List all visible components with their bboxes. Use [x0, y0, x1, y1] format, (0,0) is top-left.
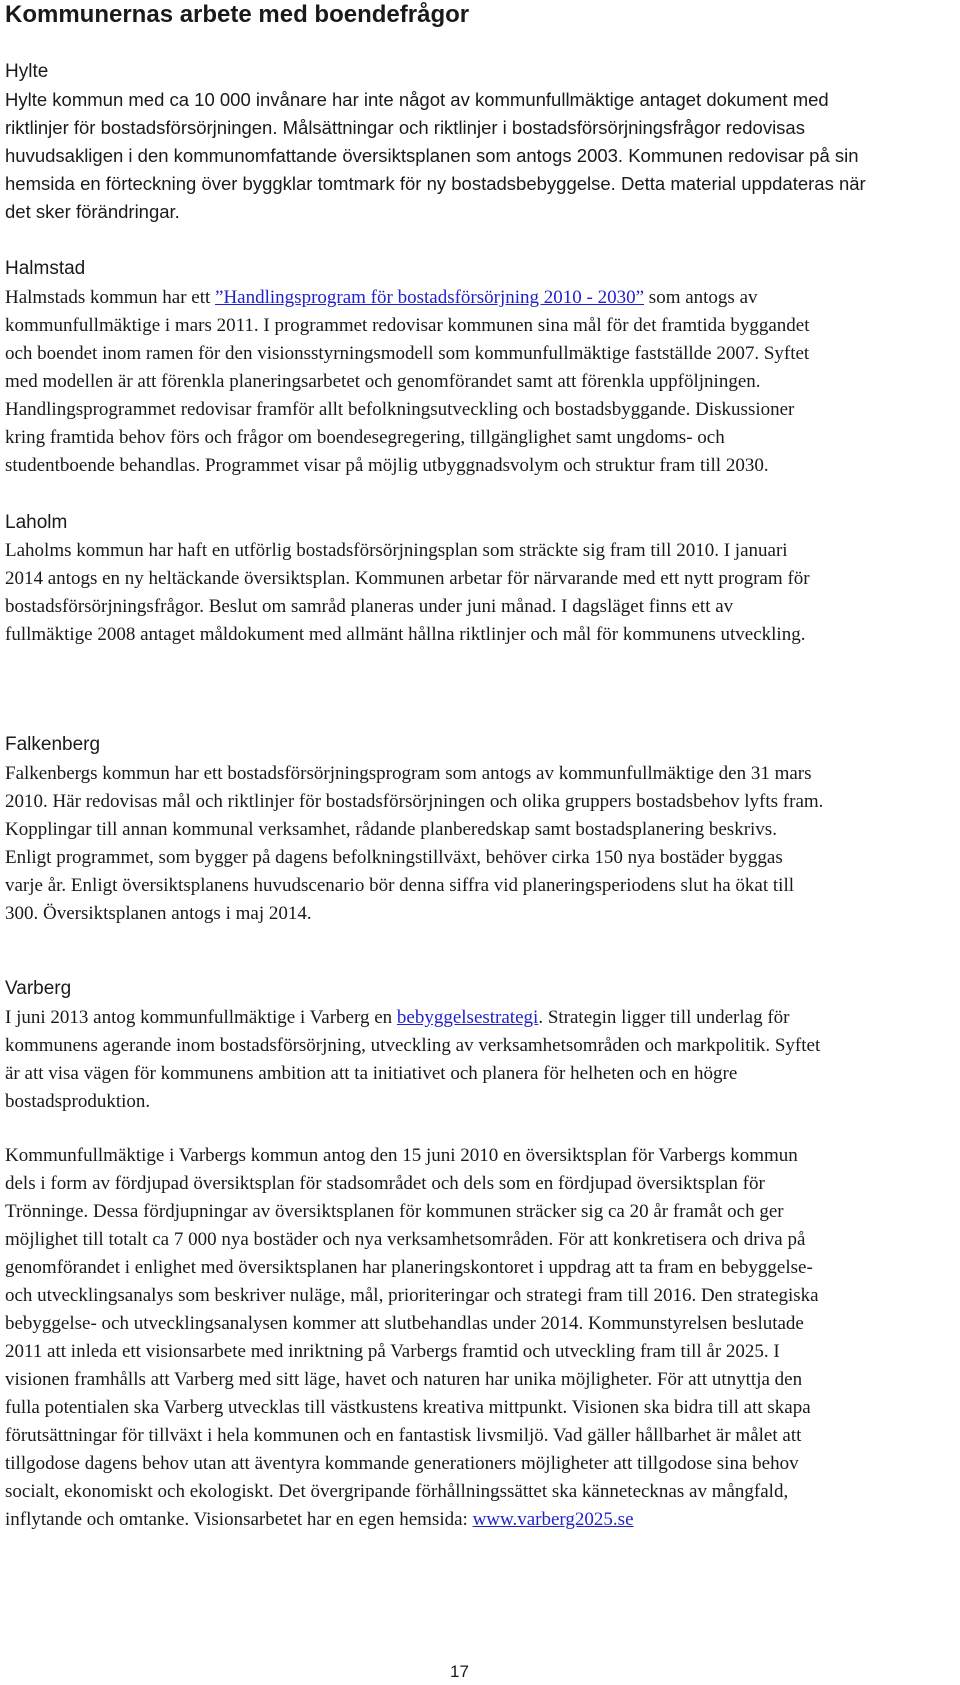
text-line: med modellen är att förenkla planeringsarbetet och genomförandet samt att förenkla uppföljningen. — [5, 371, 761, 392]
text-line: hemsida en förteckning över byggklar tomtmark för ny bostadsbebyggelse. Detta material uppdateras när — [5, 173, 866, 194]
heading-varberg: Varberg — [5, 978, 72, 999]
text-fragment: inflytande och omtanke. Visionsarbetet har en egen hemsida: — [5, 1509, 473, 1530]
text-line: och utvecklingsanalys som beskriver nuläge, mål, prioriteringar och strategi fram till 2016. Den strategiska — [5, 1285, 819, 1306]
heading-laholm: Laholm — [5, 512, 68, 533]
text-line: förutsättningar för tillväxt i hela kommunen och en fantastisk livsmiljö. Vad gäller hållbarhet är målet att — [5, 1425, 802, 1446]
text-line: Kommunfullmäktige i Varbergs kommun antog den 15 juni 2010 en översiktsplan för Varbergs kommun — [5, 1145, 798, 1166]
handlingsprogram-link[interactable]: ”Handlingsprogram för bostadsförsörjning 2010 - 2030” — [215, 287, 645, 308]
heading-falkenberg: Falkenberg — [5, 734, 101, 755]
text-line: 2010. Här redovisas mål och riktlinjer för bostadsförsörjningen och olika gruppers bostadsbehov lyfts fram. — [5, 791, 824, 812]
text-line — [5, 1004, 955, 1032]
text-line: Falkenbergs kommun har ett bostadsförsörjningsprogram som antogs av kommunfullmäktige den 31 mars — [5, 763, 812, 784]
text-line: genomförandet i enlighet med översiktsplanen har planeringskontoret i uppdrag att ta fram en bebyggelse- — [5, 1257, 813, 1278]
text-line: kommunfullmäktige i mars 2011. I programmet redovisar kommunen sina mål för det framtida byggandet — [5, 315, 810, 336]
paragraph-laholm — [5, 537, 955, 649]
text-line: tillgodose dagens behov utan att äventyra kommande generationers möjligheter att tillgodose sina behov — [5, 1453, 799, 1474]
text-line: och boendet inom ramen för den visionsstyrningsmodell som kommunfullmäktige fastställde 2007. Syftet — [5, 343, 810, 364]
heading-halmstad: Halmstad — [5, 258, 86, 279]
text-line: fulla potentialen ska Varberg utvecklas till västkustens kreativa mittpunkt. Visionen ska bidra till att skapa — [5, 1397, 811, 1418]
text-line — [5, 284, 955, 312]
text-line: Hylte kommun med ca 10 000 invånare har inte något av kommunfullmäktige antaget dokument med — [5, 89, 829, 110]
text-line: är att visa vägen för kommunens ambition att ta initiativet och planera för helheten och en högre — [5, 1063, 738, 1084]
text-line — [5, 1506, 955, 1534]
text-line: det sker förändringar. — [5, 201, 180, 222]
text-line: dels i form av fördjupad översiktsplan för stadsområdet och dels som en fördjupad översiktsplan för — [5, 1173, 765, 1194]
heading-hylte: Hylte — [5, 61, 49, 82]
text-line: möjlighet till totalt ca 7 000 nya bostäder och nya verksamhetsområden. För att konkretisera och driva på — [5, 1229, 806, 1250]
text-fragment: Halmstads kommun har ett — [5, 287, 216, 308]
paragraph-hylte — [5, 86, 955, 226]
text-line: riktlinjer för bostadsförsörjningen. Målsättningar och riktlinjer i bostadsförsörjningsfrågor redovisas — [5, 117, 805, 138]
text-line: kring framtida behov förs och frågor om boendesegregering, tillgänglighet samt ungdoms- och — [5, 427, 725, 448]
page-title: Kommunernas arbete med boendefrågor — [5, 1, 470, 28]
text-line: bostadsförsörjningsfrågor. Beslut om samråd planeras under juni månad. I dagsläget finns ett av — [5, 596, 734, 617]
text-line: 2011 att inleda ett visionsarbete med inriktning på Varbergs framtid och utveckling fram till år 2025. I — [5, 1341, 780, 1362]
paragraph-halmstad — [5, 284, 955, 480]
text-line: fullmäktige 2008 antaget måldokument med allmänt hållna riktlinjer och mål för kommunens utveckling. — [5, 624, 806, 645]
text-line: bebyggelse- och utvecklingsanalysen kommer att slutbehandlas under 2014. Kommunstyrelsen beslutade — [5, 1313, 804, 1334]
text-line: visionen framhålls att Varberg med sitt läge, havet och naturen har unika möjligheter. För att utnyttja den — [5, 1369, 803, 1390]
page-number: 17 — [450, 1662, 469, 1681]
paragraph-varberg-2 — [5, 1142, 955, 1534]
paragraph-falkenberg — [5, 760, 955, 928]
paragraph-varberg-1 — [5, 1004, 955, 1116]
text-line: Laholms kommun har haft en utförlig bostadsförsörjningsplan som sträckte sig fram till 2010. I januari — [5, 540, 788, 561]
text-line: huvudsakligen i den kommunomfattande översiktsplanen som antogs 2003. Kommunen redovisar på sin — [5, 145, 859, 166]
text-fragment: I juni 2013 antog kommunfullmäktige i Varberg en — [5, 1007, 397, 1028]
bebyggelsestrategi-link[interactable]: bebyggelsestrategi — [396, 1007, 539, 1028]
text-line: kommunens agerande inom bostadsförsörjning, utveckling av verksamhetsområden och markpolitik. Syftet — [5, 1035, 821, 1056]
text-line: Handlingsprogrammet redovisar framför allt befolkningsutveckling och bostadsbyggande. Diskussioner — [5, 399, 795, 420]
text-fragment: . Strategin ligger till underlag för — [538, 1007, 790, 1028]
text-line: socialt, ekonomiskt och ekologiskt. Det övergripande förhållningssättet ska kännetecknas av mångfald, — [5, 1481, 789, 1502]
text-line: varje år. Enligt översiktsplanens huvudscenario bör denna siffra vid planeringsperiodens slut ha ökat till — [5, 875, 795, 896]
text-fragment: som antogs av — [644, 287, 758, 308]
varberg2025-link[interactable]: www.varberg2025.se — [472, 1509, 634, 1530]
text-line: 2014 antogs en ny heltäckande översiktsplan. Kommunen arbetar för närvarande med ett nytt program för — [5, 568, 810, 589]
text-line: Kopplingar till annan kommunal verksamhet, rådande planberedskap samt bostadsplanering beskrivs. — [5, 819, 777, 840]
text-line: Enligt programmet, som bygger på dagens befolkningstillväxt, behöver cirka 150 nya bostäder byggas — [5, 847, 783, 868]
text-line: 300. Översiktsplanen antogs i maj 2014. — [5, 903, 312, 924]
text-line: Trönninge. Dessa fördjupningar av översiktsplanen för kommunen sträcker sig ca 20 år framåt och ger — [5, 1201, 784, 1222]
text-line: studentboende behandlas. Programmet visar på möjlig utbyggnadsvolym och struktur fram till 2030. — [5, 455, 769, 476]
text-line: bostadsproduktion. — [5, 1091, 151, 1112]
